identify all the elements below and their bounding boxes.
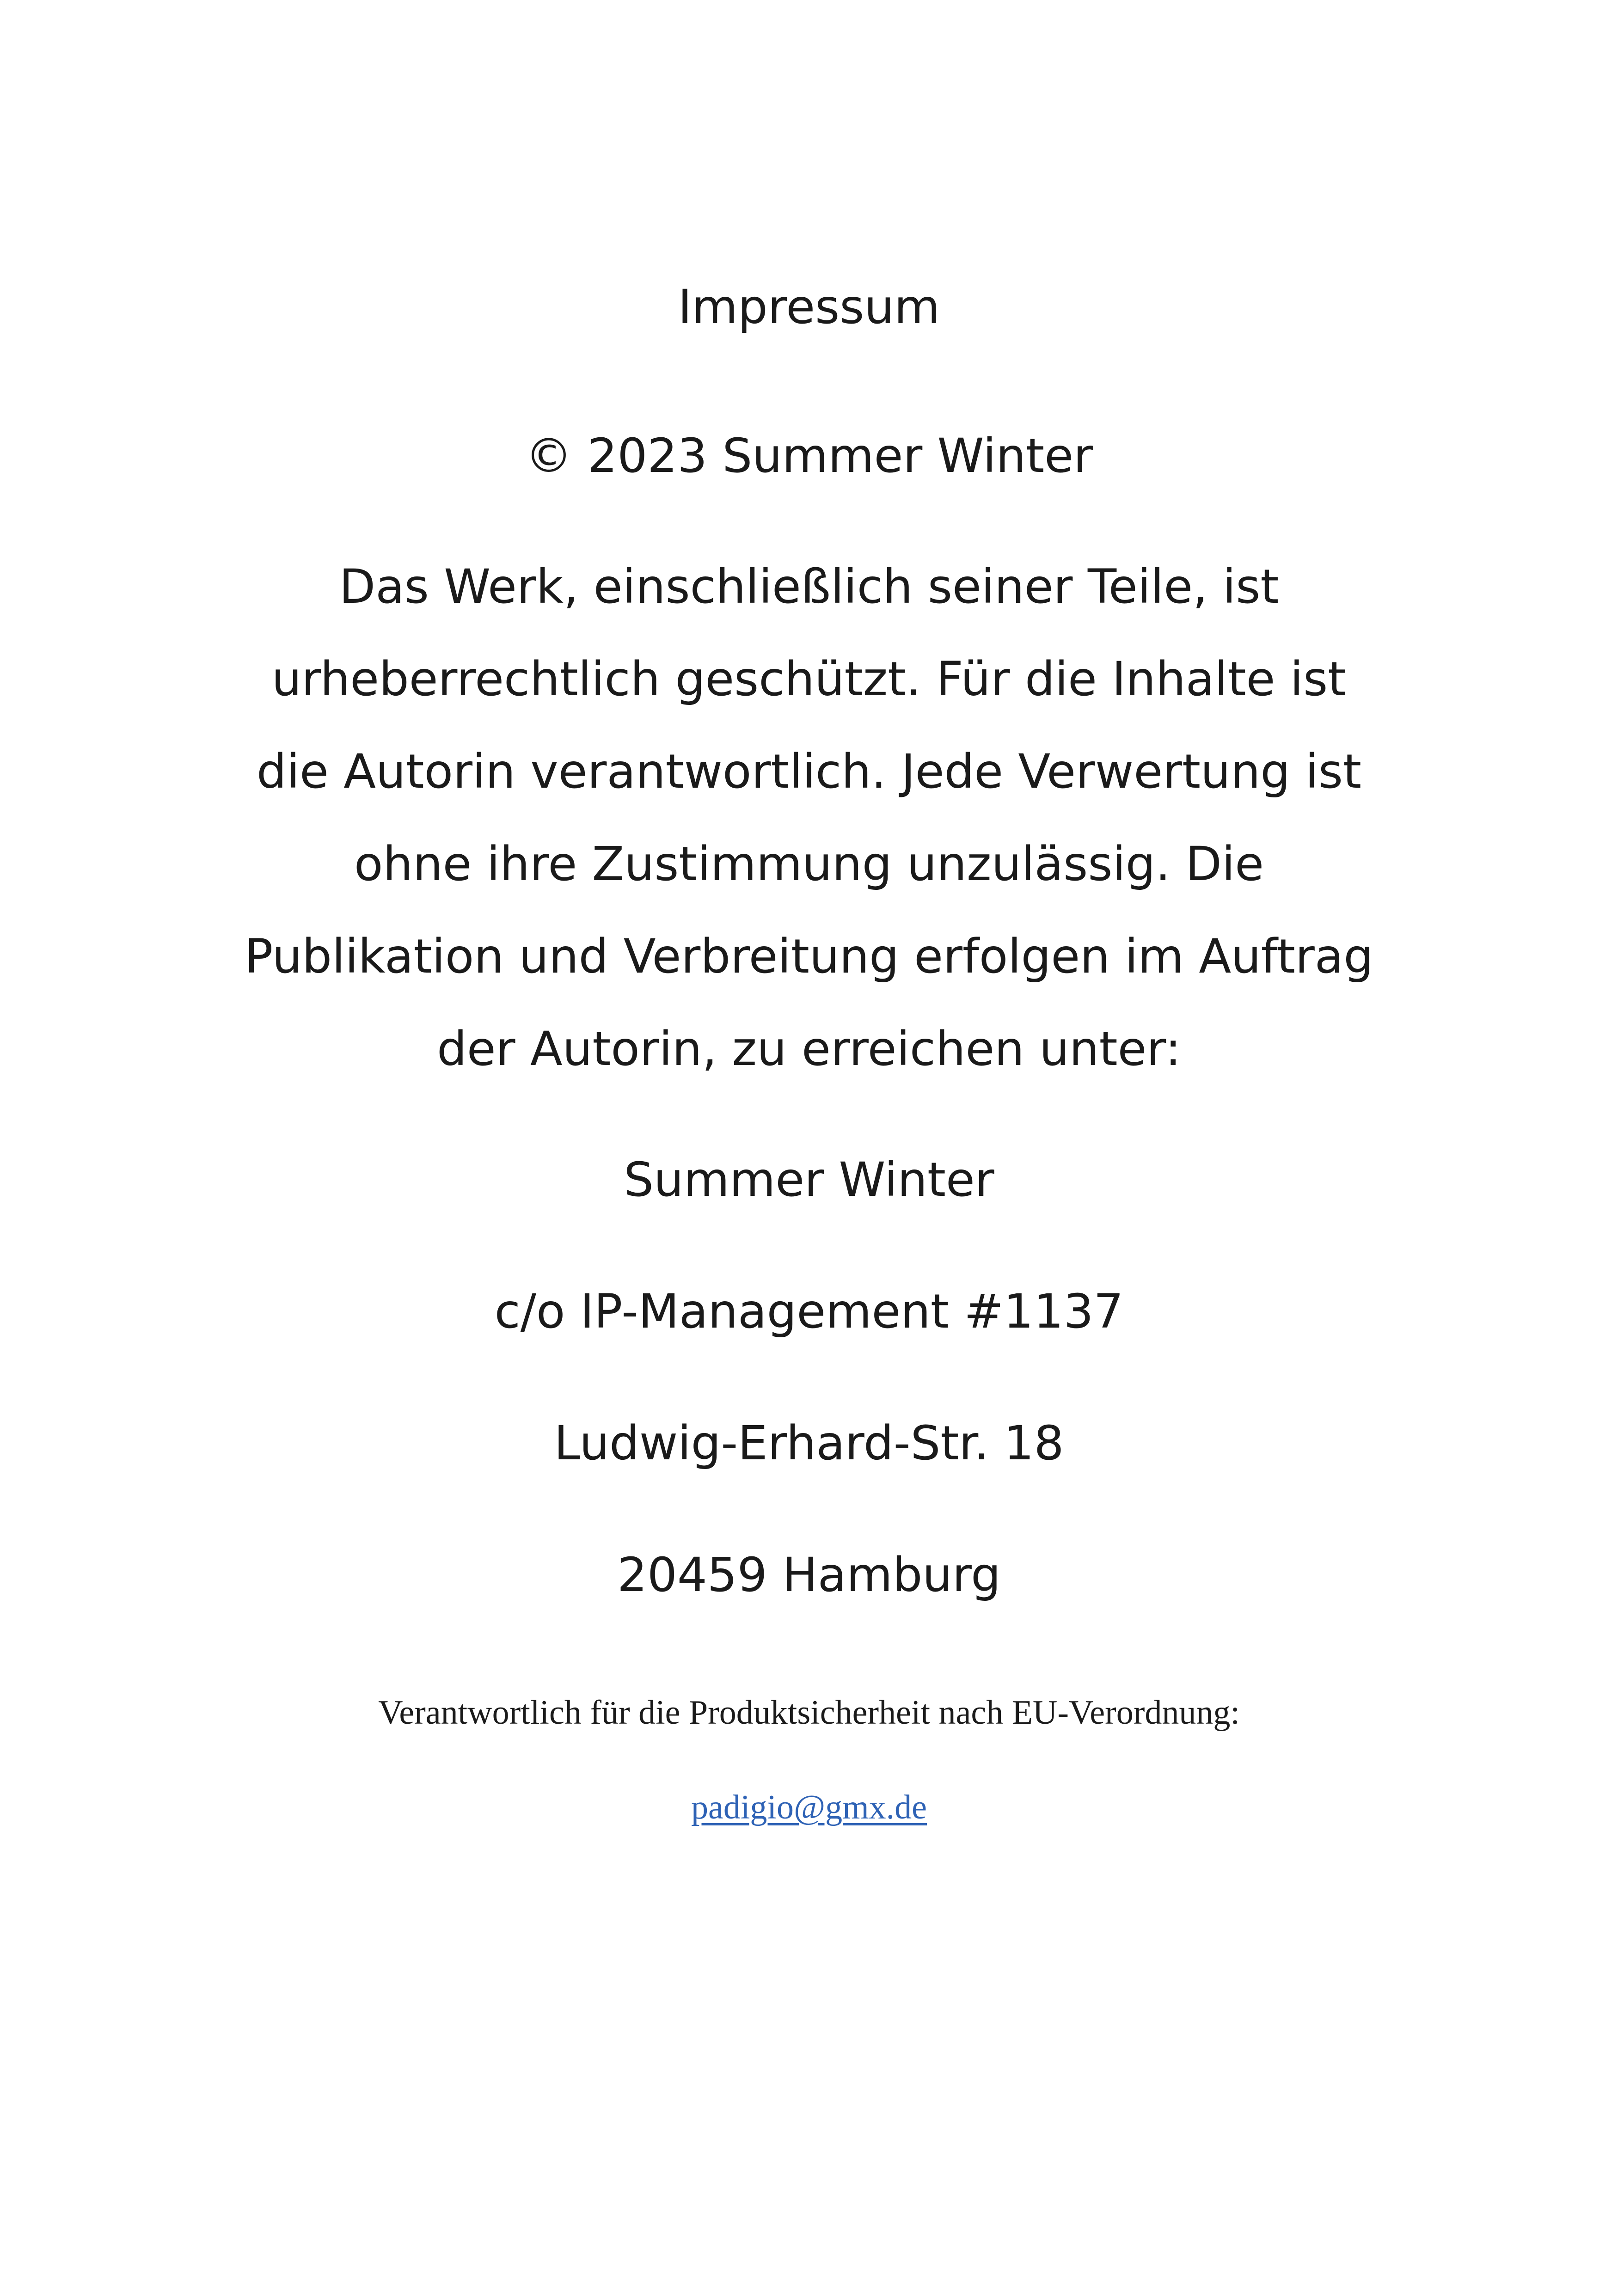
copyright-notice: © 2023 Summer Winter: [525, 429, 1093, 484]
paragraph-line: urheberrechtlich geschützt. Für die Inhalte ist: [271, 652, 1347, 707]
email-line: [0, 1784, 1618, 1831]
product-safety-notice: Verantwortlich für die Produktsicherheit nach EU-Verordnung:: [378, 1694, 1240, 1732]
address-care-of: c/o IP-Management #1137: [494, 1284, 1124, 1339]
paragraph-line: Publikation und Verbreitung erfolgen im Auftrag: [244, 929, 1374, 984]
paragraph-line: ohne ihre Zustimmung unzulässig. Die: [354, 837, 1264, 892]
paragraph-line: die Autorin verantwortlich. Jede Verwertung ist: [257, 744, 1361, 799]
address-name: Summer Winter: [624, 1152, 994, 1207]
paragraph-line: Das Werk, einschließlich seiner Teile, ist: [339, 559, 1279, 614]
address-street: Ludwig-Erhard-Str. 18: [554, 1416, 1064, 1471]
address-city: 20459 Hamburg: [617, 1548, 1001, 1603]
email-link[interactable]: padigio@gmx.de: [691, 1788, 927, 1826]
paragraph-line: der Autorin, zu erreichen unter:: [437, 1022, 1181, 1077]
page-title: Impressum: [678, 280, 940, 335]
